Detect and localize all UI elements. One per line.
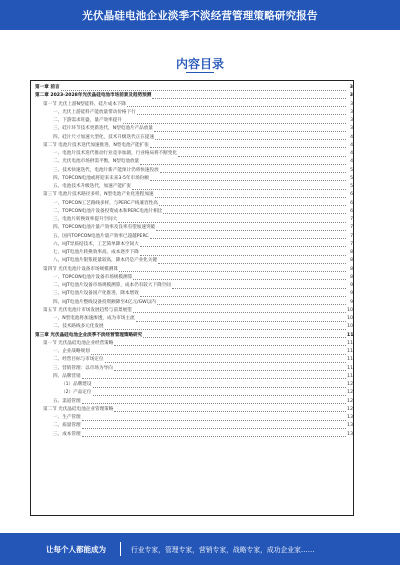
toc-leader-dots: [82, 424, 346, 429]
toc-entry-label: 八、HJT电池片银浆耗量较高，降本仍是产业化关键: [53, 258, 158, 264]
toc-entry-page: 8: [350, 274, 353, 280]
toc-entry[interactable]: [35, 422, 353, 430]
toc-entry-page: 8: [350, 258, 353, 264]
toc-entry-page: 11: [347, 357, 353, 363]
toc-entry-page: 8: [350, 250, 353, 255]
toc-entry-page: 3: [350, 126, 353, 132]
toc-entry[interactable]: [35, 142, 353, 150]
toc-entry-label: 一、电池片技术迭代推动行业竞争加剧，行业格局将不断变化: [53, 151, 178, 156]
toc-entry[interactable]: [35, 84, 353, 92]
toc-entry-page: 3: [350, 109, 353, 115]
toc-entry-label: 第三章 光伏晶硅电池企业淡季不淡经营管理策略研究: [35, 332, 143, 338]
toc-leader-dots: [105, 325, 346, 330]
toc-leader-dots: [127, 102, 346, 107]
toc-entry-label: 七、HJT电池片转换效率高，成本逐步下降: [53, 250, 139, 255]
toc-leader-dots: [91, 350, 346, 355]
toc-leader-dots: [133, 308, 346, 313]
toc-entry-page: 5: [350, 167, 353, 173]
toc-leader-dots: [140, 292, 346, 297]
toc-entry[interactable]: [35, 224, 353, 232]
toc-entry-label: 第一章 前言: [35, 85, 60, 90]
toc-leader-dots: [150, 143, 346, 148]
toc-entry[interactable]: [35, 381, 353, 389]
toc-entry[interactable]: [35, 216, 353, 224]
toc-entry[interactable]: [35, 307, 353, 315]
toc-leader-dots: [172, 284, 346, 289]
toc-entry-label: 四、HJT电池片整线设备投资额降至4亿元/GW以内: [53, 299, 156, 305]
toc-entry[interactable]: [35, 299, 353, 307]
toc-entry[interactable]: [35, 117, 353, 125]
toc-entry-label: 三、技术快速迭代，电池片新产能预计仍将快速投放: [53, 167, 159, 173]
toc-entry-label: 三、HJT电池片设备国产化推进，降本增效: [53, 291, 139, 297]
toc-entry[interactable]: [35, 233, 353, 241]
toc-entry-label: 四、硅片尺寸加速大型化，技术升级迭代正在提速: [53, 134, 155, 140]
toc-entry-label: 一、N型电池将加速渗透，成为市场主流: [53, 316, 135, 321]
report-header: [0, 0, 400, 30]
toc-leader-dots: [61, 86, 346, 91]
toc-entry-label: 四、TOPCON电池或将迎来未来3-5年市场份额: [53, 175, 149, 181]
toc-leader-dots: [155, 135, 346, 140]
toc-entry-page: 9: [350, 291, 353, 297]
toc-entry-page: 12: [347, 382, 353, 387]
toc-leader-dots: [93, 391, 347, 396]
toc-entry-page: 12: [347, 390, 353, 396]
toc-entry-page: 10: [347, 324, 353, 330]
toc-leader-dots: [159, 201, 346, 206]
toc-entry-page: 13: [347, 415, 353, 420]
toc-entry-page: 4: [350, 151, 353, 156]
toc-leader-dots: [82, 399, 346, 404]
toc-entry[interactable]: [35, 191, 353, 199]
toc-entry-page: 12: [347, 406, 353, 412]
toc-entry[interactable]: [35, 340, 353, 348]
toc-entry[interactable]: [35, 431, 353, 439]
toc-entry-label: 第四节 光伏电池片设备市场规模测算: [43, 266, 118, 272]
toc-entry-label: 第二章 2023-2028年光伏晶硅电池市场前景及趋势预测: [35, 93, 152, 99]
toc-entry[interactable]: [35, 414, 353, 422]
toc-entry-label: 一、TOPCON工艺路线多样，与PERC产线兼容性高: [53, 200, 158, 206]
toc-entry[interactable]: [35, 183, 353, 191]
toc-entry-label: 二、经营目标与市场定位: [53, 357, 104, 363]
report-footer: [0, 533, 400, 565]
toc-entry-page: 3: [350, 101, 353, 107]
report-title: 光伏晶硅电池企业淡季不淡经营管理策略研究报告: [82, 9, 318, 22]
toc-entry-label: 三、硅片环节技术更新迭代，N型电池片产品放量: [53, 126, 153, 132]
toc-entry[interactable]: [35, 241, 353, 249]
toc-leader-dots: [150, 176, 346, 181]
toc-entry-label: 五、国内TOPCON电池片量产效率已超越PERC: [53, 233, 149, 239]
toc-entry[interactable]: [35, 315, 353, 323]
toc-entry-page: 7: [350, 233, 353, 239]
toc-leader-dots: [140, 160, 346, 165]
toc-leader-dots: [143, 333, 346, 338]
toc-entry-label: 四、品牌营销: [53, 373, 81, 379]
toc-entry-page: 3: [349, 85, 353, 90]
toc-entry-label: 一、生产管理: [53, 415, 81, 420]
toc-entry[interactable]: [35, 257, 353, 265]
toc-entry-label: 五、电池技术升级迭代，加速产能扩张: [53, 184, 132, 189]
toc-leader-dots: [158, 259, 346, 264]
toc-leader-dots: [140, 242, 346, 247]
toc-entry-label: 一、企业战略规划: [53, 349, 90, 354]
footer-tagline: 行业专家，管理专家，营销专家，战略专家，成功企业家……: [131, 546, 315, 554]
toc-entry-label: 三、电池片转换效率提升空间大: [53, 217, 118, 222]
toc-entry-label: 四、TOPCON电池片量产效率及良率有望加速突破: [53, 225, 156, 231]
toc-entry[interactable]: [35, 175, 353, 183]
toc-entry-page: 3: [349, 93, 353, 99]
toc-entry-label: 二、光伏电池市场供需平衡，N型电池放量: [53, 159, 140, 165]
toc-entry-label: （1）品牌建设: [61, 382, 92, 387]
toc-title-underline: [186, 72, 214, 73]
toc-entry[interactable]: [35, 125, 353, 133]
toc-entry-page: 4: [350, 142, 353, 148]
toc-entry-page: 4: [350, 134, 353, 140]
toc-entry[interactable]: [35, 92, 353, 100]
toc-leader-dots: [157, 300, 346, 305]
toc-entry-label: 五、渠道管理: [53, 398, 81, 404]
toc-entry-page: 10: [347, 307, 353, 313]
toc-leader-dots: [150, 234, 346, 239]
toc-entry-label: 二、质量管理: [53, 423, 81, 429]
toc-title: 内容目录: [175, 57, 224, 71]
toc-leader-dots: [136, 317, 346, 322]
toc-entry[interactable]: [35, 332, 353, 340]
toc-leader-dots: [82, 432, 346, 437]
toc-entry[interactable]: [35, 150, 353, 158]
toc-entry-page: 11: [347, 332, 354, 338]
toc-entry[interactable]: [35, 282, 353, 290]
toc-entry-page: 7: [350, 225, 353, 231]
toc-entry[interactable]: [35, 134, 353, 142]
toc-leader-dots: [82, 416, 346, 421]
toc-entry-label: 六、HJT异质结技术，工艺简单降本空间大: [53, 241, 139, 247]
toc-entry-page: 3: [350, 118, 353, 123]
toc-entry-page: 8: [350, 266, 353, 272]
toc-entry-page: 6: [350, 192, 353, 198]
toc-entry-page: 5: [350, 184, 353, 189]
toc-leader-dots: [118, 218, 346, 223]
toc-entry-page: 6: [350, 200, 353, 206]
toc-entry-page: 9: [350, 299, 353, 305]
toc-entry[interactable]: [35, 356, 353, 364]
toc-entry[interactable]: [35, 323, 353, 331]
toc-entry[interactable]: [35, 249, 353, 257]
toc-entry[interactable]: [35, 348, 353, 356]
toc-leader-dots: [160, 168, 346, 173]
toc-entry-label: 二、TOPCON电池片设备投资成本和PERC电池片相比: [53, 208, 163, 214]
toc-entry-page: 11: [347, 340, 353, 346]
toc-entry-label: 二、下游需求旺盛，量产效率提升: [53, 118, 122, 123]
toc-entry[interactable]: [35, 109, 353, 117]
toc-entry-label: 第一节 光伏晶硅电池企业经营策略: [43, 340, 114, 346]
footer-slogan: 让每个人都能成为: [46, 544, 106, 554]
toc-entry-label: 三、成本管理: [53, 431, 81, 437]
toc-entry-label: 第三节 电池片技术路径多样，N型电池产业化进程加速: [43, 192, 154, 198]
toc-entry[interactable]: [35, 158, 353, 166]
toc-entry[interactable]: [35, 208, 353, 216]
toc-entry-page: 7: [350, 241, 353, 247]
toc-entry-label: 第五节 光伏电池片市场发展趋势与前景展望: [43, 307, 132, 313]
toc-entry[interactable]: [35, 200, 353, 208]
toc-entry-label: 二、HJT电池片设备市场规模测算，成本仍有较大下降空间: [53, 283, 171, 288]
toc-entry[interactable]: [35, 101, 353, 109]
toc-entry-label: 二、技术路线多元化发展: [53, 324, 104, 330]
toc-leader-dots: [93, 383, 347, 388]
toc-entry-page: 9: [350, 283, 353, 288]
toc-leader-dots: [82, 374, 346, 379]
toc-leader-dots: [178, 152, 346, 157]
toc-leader-dots: [119, 267, 346, 272]
toc-entry[interactable]: [35, 365, 353, 373]
toc-entry[interactable]: [35, 266, 353, 274]
toc-entry-page: 11: [347, 373, 353, 379]
toc-entry-page: 11: [347, 365, 353, 371]
toc-entry-page: 5: [350, 175, 353, 181]
toc-entry[interactable]: [35, 373, 353, 381]
toc-entry-page: 12: [347, 398, 353, 404]
toc-leader-dots: [140, 251, 346, 256]
toc-entry-page: 7: [350, 217, 353, 222]
toc-entry[interactable]: [35, 290, 353, 298]
toc-entry-page: 11: [347, 349, 353, 354]
toc-entry-label: 第二节 电池片技术迭代加速推进，N型电池产能扩张: [43, 142, 149, 148]
toc-entry-label: （2）产品定位: [61, 390, 92, 396]
toc-entry-page: 4: [350, 159, 353, 165]
toc-entry[interactable]: [35, 406, 353, 414]
toc-leader-dots: [114, 341, 346, 346]
toc-list: [35, 84, 353, 439]
toc-entry-page: 10: [347, 316, 353, 321]
toc-leader-dots: [152, 94, 346, 99]
toc-entry-label: 第一节 光伏上游N型硅料、硅片成本下降: [43, 101, 126, 107]
toc-entry-label: 一、TOPCON电池片设备市场规模测算: [53, 274, 133, 280]
toc-entry[interactable]: [35, 398, 353, 406]
toc-entry-label: 第二节 光伏晶硅电池企业管理策略: [43, 406, 114, 412]
toc-leader-dots: [132, 185, 346, 190]
toc-leader-dots: [105, 358, 346, 363]
toc-entry-label: 一、光伏上游硅料产能放量带动价格下行: [53, 109, 136, 115]
toc-entry-page: 6: [350, 208, 353, 214]
toc-leader-dots: [133, 275, 346, 280]
toc-entry-page: 13: [347, 431, 353, 437]
toc-leader-dots: [155, 193, 346, 198]
toc-leader-dots: [114, 407, 346, 412]
toc-entry-label: 三、营销管理：以市场为导向: [53, 365, 113, 371]
toc-leader-dots: [137, 110, 346, 115]
toc-leader-dots: [154, 127, 346, 132]
toc-leader-dots: [114, 366, 346, 371]
toc-entry[interactable]: [35, 167, 353, 175]
toc-entry[interactable]: [35, 274, 353, 282]
toc-leader-dots: [156, 226, 346, 231]
toc-leader-dots: [163, 209, 346, 214]
toc-leader-dots: [123, 119, 346, 124]
toc-entry-page: 13: [347, 423, 353, 429]
footer-divider: [120, 542, 121, 556]
toc-entry[interactable]: [35, 389, 353, 397]
